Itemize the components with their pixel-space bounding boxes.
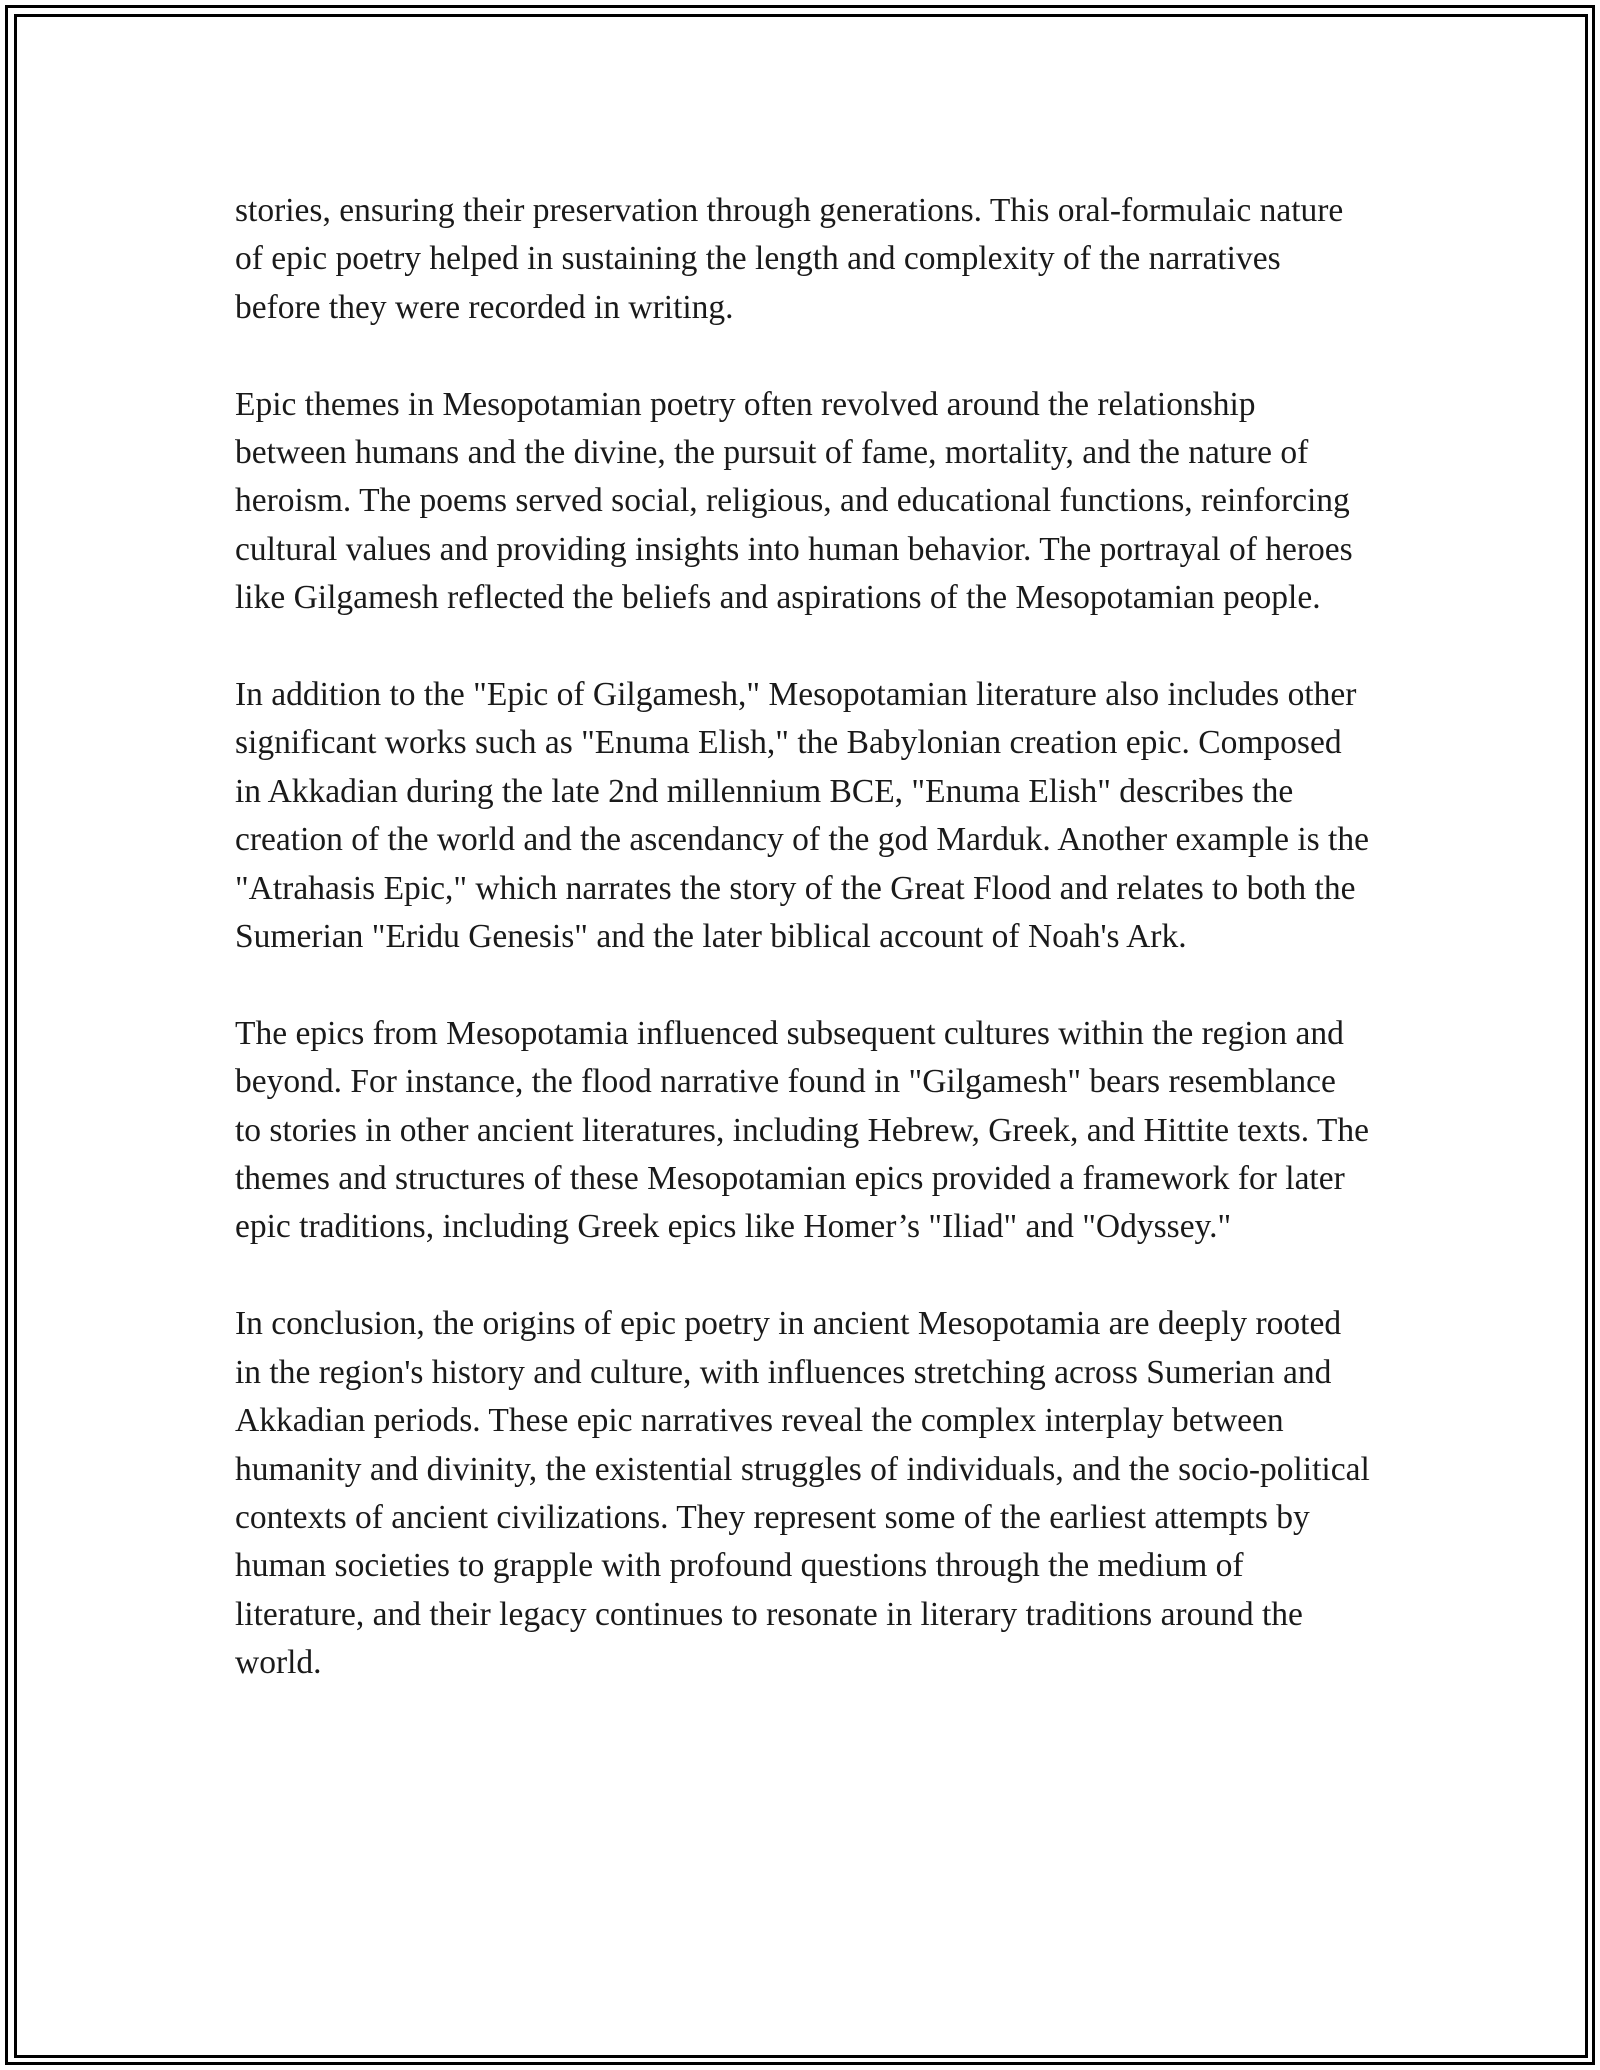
paragraph-2: Epic themes in Mesopotamian poetry often revolved around the relationship between humans and the divine, the pursuit of fame, mortality, and the nature of heroism. The poems served social, religious, and educational functions, reinforcing cultural values and providing insights into human behavior. The portrayal of heroes like Gilgamesh reflected the beliefs and aspirations of the Mesopotamian people.: [235, 385, 1353, 617]
paragraph-3: In addition to the "Epic of Gilgamesh," Mesopotamian literature also includes other significant works such as "Enuma Elish," the Babylonian creation epic. Composed in Akkadian during the late 2nd millennium BCE, "Enuma Elish" describes the creation of the world and the ascendancy of the god Marduk. Another example is the "Atrahasis Epic," which narrates the story of the Great Flood and relates to both the Sumerian "Eridu Genesis" and the later biblical account of Noah's Ark.: [235, 676, 1369, 956]
paragraph-1: stories, ensuring their preservation through generations. This oral-formulaic nature of epic poetry helped in sustaining the length and complexity of the narratives before they were recorded in writing.: [235, 192, 1344, 326]
paragraph-4: The epics from Mesopotamia influenced subsequent cultures within the region and beyond. For instance, the flood narrative found in "Gilgamesh" bears resemblance to stories in other ancient literatures, including Hebrew, Greek, and Hittite texts. The themes and structures of these Mesopotamian epics provided a framework for later epic traditions, including Greek epics like Homer’s "Iliad" and "Odyssey.": [235, 1014, 1370, 1246]
document-body: [235, 187, 1370, 1736]
paragraph-5: In conclusion, the origins of epic poetry in ancient Mesopotamia are deeply rooted in the region's history and culture, with influences stretching across Sumerian and Akkadian periods. These epic narratives reveal the complex interplay between humanity and divinity, the existential struggles of individuals, and the socio-political contexts of ancient civilizations. They represent some of the earliest attempts by human societies to grapple with profound questions through the medium of literature, and their legacy continues to resonate in literary traditions around the world.: [235, 1305, 1370, 1682]
